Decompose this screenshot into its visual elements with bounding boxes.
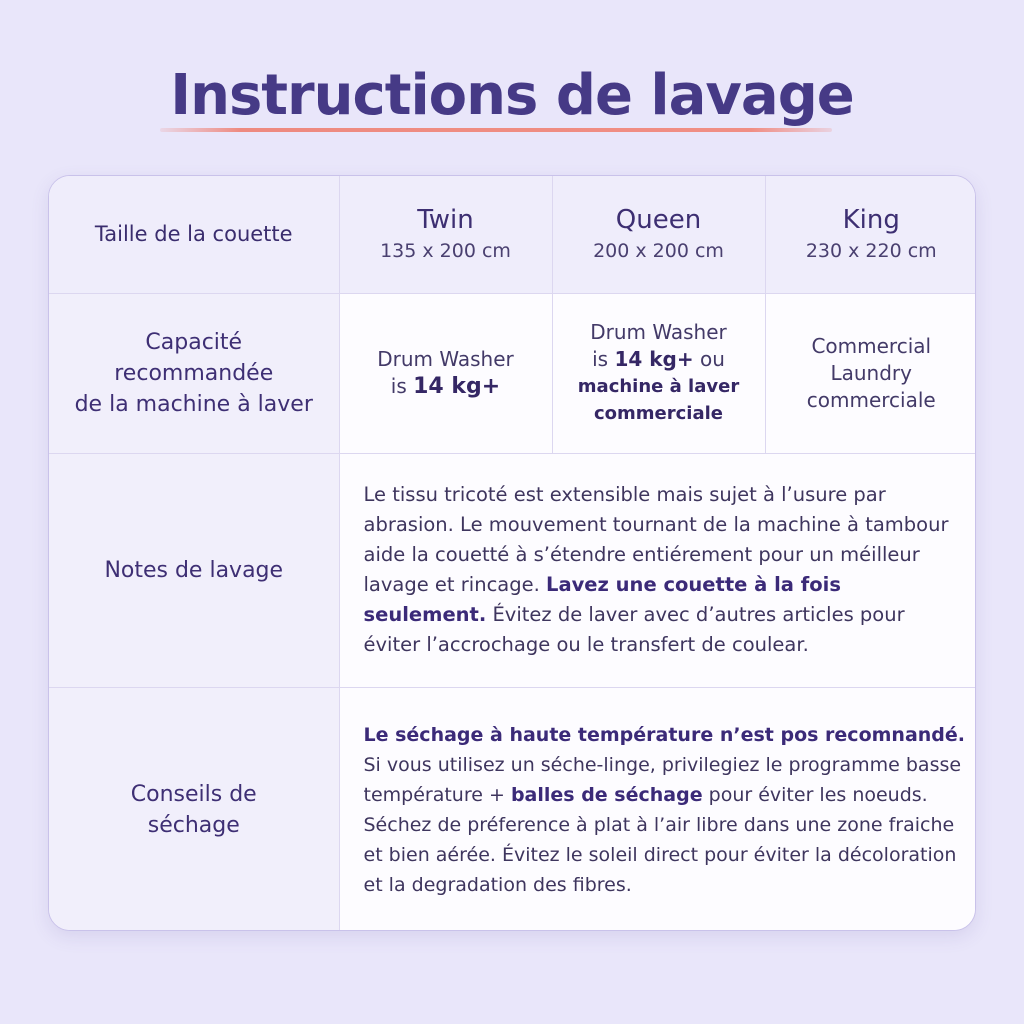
capacity-king-line1: Commercial (811, 333, 932, 358)
capacity-king-line3: commerciale (806, 387, 936, 412)
drying-bold-1: Le séchage à haute température n’est pos recomnandé. (363, 723, 965, 746)
title-underline (160, 128, 832, 132)
size-dims-twin: 135 x 200 cm (380, 240, 511, 263)
size-label-text: Taille de la couette (94, 221, 293, 246)
drying-label-line2: séchage (147, 812, 240, 838)
size-twin-cell (339, 176, 552, 293)
capacity-twin-prefix: is (390, 374, 414, 398)
capacity-queen-commercial-1: machine à laver (577, 376, 740, 397)
notes-text-1: Le tissu tricoté est extensible mais sujet à l’usure par abrasion. Le mouvement tournant de la machine à tambour aide la couetté à s’étendre entiérement pour un méilleur lavage et rincage. (363, 483, 949, 596)
capacity-queen-value: 14 kg+ (614, 347, 694, 371)
capacity-row (49, 293, 976, 453)
page-title: Instructions de lavage (170, 63, 854, 128)
washing-instructions-table-card (48, 175, 976, 931)
size-name-king: King (842, 205, 900, 236)
drying-text-1: Si vous utilisez un séche-linge, privilegiez le programme basse température + (363, 753, 962, 806)
size-dims-queen: 200 x 200 cm (593, 240, 724, 263)
notes-row-label (49, 453, 339, 687)
notes-text-cell (339, 453, 976, 687)
capacity-label-line2: recommandée (114, 360, 274, 386)
drying-text-2: pour éviter les noeuds. Séchez de préference à plat à l’air libre dans une zone fraiche et bien aérée. Évitez le soleil direct pour éviter la décoloration et la degradation des fibres. (363, 783, 957, 896)
capacity-label-line3: de la machine à laver (74, 391, 313, 417)
capacity-queen-line1: Drum Washer (590, 320, 727, 344)
size-dims-king: 230 x 220 cm (805, 240, 937, 263)
notes-label-text: Notes de lavage (104, 557, 284, 583)
drying-row (49, 687, 976, 931)
capacity-queen-line3 (553, 373, 765, 400)
capacity-king-line2: Laundry (830, 360, 912, 385)
capacity-label-line1: Capacité (145, 329, 243, 355)
title-area (0, 58, 1024, 134)
size-name-queen: Queen (615, 205, 702, 236)
capacity-queen-prefix: is (592, 347, 615, 371)
capacity-row-label (49, 293, 339, 453)
notes-row (49, 453, 976, 687)
capacity-twin-line1: Drum Washer (377, 347, 514, 371)
capacity-queen-cell (552, 293, 765, 453)
capacity-queen-commercial-2: commerciale (594, 403, 723, 424)
size-row-label (49, 176, 339, 293)
capacity-twin-cell (339, 293, 552, 453)
drying-label-line1: Conseils de (130, 781, 257, 807)
notes-bold: Lavez une couette à la fois seulement. (363, 573, 841, 626)
drying-row-label (49, 687, 339, 931)
capacity-twin-line2 (340, 373, 552, 400)
capacity-queen-mid: ou (693, 347, 725, 371)
capacity-queen-line2 (553, 346, 765, 373)
size-row (49, 176, 976, 293)
drying-bold-2: balles de séchage (510, 783, 703, 806)
size-name-twin: Twin (417, 205, 474, 236)
size-king-cell (765, 176, 976, 293)
washing-instructions-table (49, 176, 976, 931)
size-queen-cell (552, 176, 765, 293)
drying-text-cell (339, 687, 976, 931)
notes-text-2: Évitez de laver avec d’autres articles pour éviter l’accrochage ou le transfert de coulear. (363, 603, 905, 656)
capacity-twin-value: 14 kg+ (413, 374, 501, 399)
capacity-queen-line4 (553, 400, 765, 427)
capacity-king-cell (765, 293, 976, 453)
